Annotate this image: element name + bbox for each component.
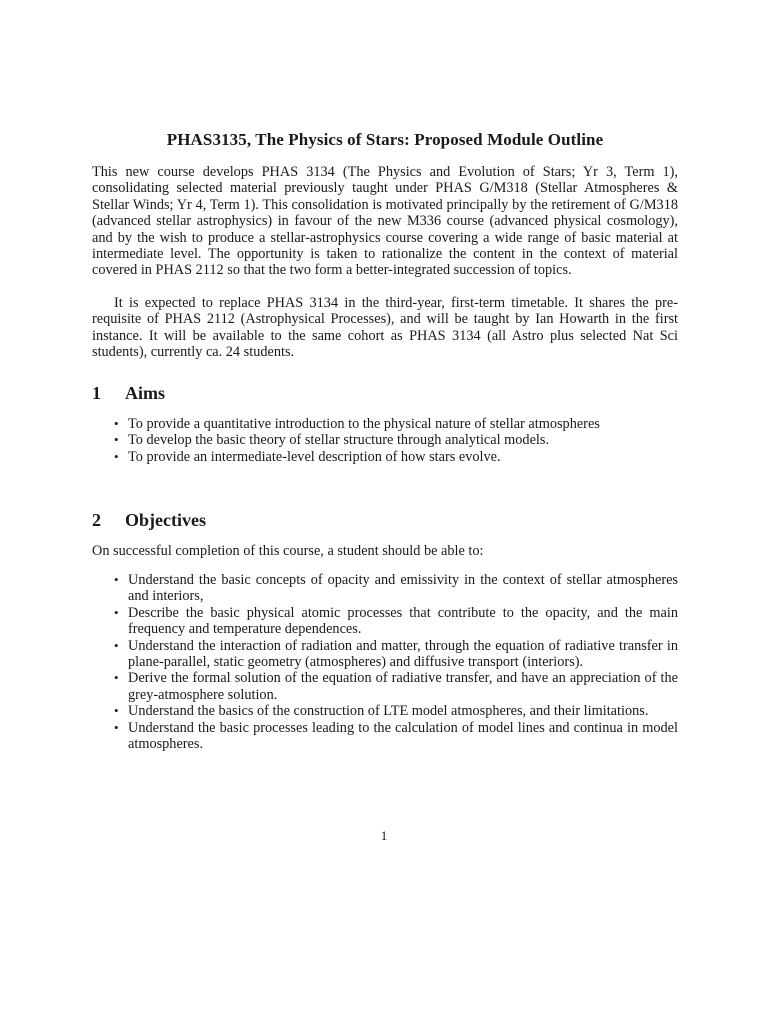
list-item-text: To provide a quantitative introduction to the physical nature of stellar atmospheres [128, 416, 600, 432]
objectives-list [114, 572, 678, 752]
list-item-text: Derive the formal solution of the equation of radiative transfer, and have an appreciation of the grey-atmosphere solution. [128, 670, 678, 703]
list-item [114, 449, 678, 465]
list-item [114, 432, 678, 448]
document-title: PHAS3135, The Physics of Stars: Proposed Module Outline [166, 130, 604, 149]
list-item-text: Understand the interaction of radiation and matter, through the equation of radiative transfer in plane-parallel, static geometry (atmospheres) and diffusive transport (interiors). [128, 637, 678, 671]
bullet-icon: • [114, 604, 119, 620]
bullet-icon: • [114, 670, 119, 686]
list-item [114, 670, 678, 703]
list-item [114, 572, 678, 605]
intro-paragraph-2: It is expected to replace PHAS 3134 in the third-year, first-term timetable. It shares the pre-requisite of PHAS 2112 (Astrophysical Processes), and will be taught by Ian Howarth in the first instance. It will be available to the same cohort as PHAS 3134 (all Astro plus selected Nat Sci students), currently ca. 24 students. [92, 295, 678, 361]
bullet-icon: • [114, 703, 119, 719]
list-item-text: Describe the basic physical atomic processes that contribute to the opacity, and the main frequency and temperature dependences. [128, 604, 678, 638]
section-heading-aims [92, 383, 165, 404]
list-item [114, 416, 678, 432]
section-number: 1 [92, 383, 101, 403]
section-title: Objectives [125, 510, 206, 530]
section-number: 2 [92, 510, 101, 530]
objectives-intro: On successful completion of this course, a student should be able to: [92, 543, 484, 559]
list-item-text: Understand the basic concepts of opacity and emissivity in the context of stellar atmospheres and interiors, [128, 572, 678, 605]
page-number: 1 [380, 828, 388, 843]
aims-list [114, 416, 678, 465]
section-heading-objectives [92, 510, 206, 531]
section-title: Aims [125, 383, 165, 403]
list-item-text: To provide an intermediate-level description of how stars evolve. [128, 448, 501, 465]
list-item [114, 638, 678, 671]
intro-paragraph-1: This new course develops PHAS 3134 (The Physics and Evolution of Stars; Yr 3, Term 1), consolidating selected material previously taught under PHAS G/M318 (Stellar Atmospheres & Stellar Winds; Yr 4, Term 1). This consolidation is motivated principally by the retirement of G/M318 (advanced stellar astrophysics) in favour of the new M336 course (advanced physical cosmology), and by the wish to produce a stellar-astrophysics course covering a wide range of basic material at intermediate level. The opportunity is taken to rationalize the content in the context of material covered in PHAS 2112 so that the two form a better-integrated succession of topics. [92, 164, 678, 279]
bullet-icon: • [114, 572, 119, 587]
list-item-text: Understand the basics of the construction of LTE model atmospheres, and their limitations. [128, 703, 649, 720]
list-item-text: To develop the basic theory of stellar structure through analytical models. [128, 432, 550, 449]
list-item [114, 720, 678, 753]
bullet-icon: • [114, 432, 119, 448]
list-item [114, 703, 678, 719]
bullet-icon: • [114, 637, 119, 653]
bullet-icon: • [114, 448, 119, 464]
bullet-icon: • [114, 719, 119, 735]
list-item [114, 605, 678, 638]
list-item-text: Understand the basic processes leading to the calculation of model lines and continua in model atmospheres. [128, 719, 678, 753]
bullet-icon: • [114, 416, 119, 431]
